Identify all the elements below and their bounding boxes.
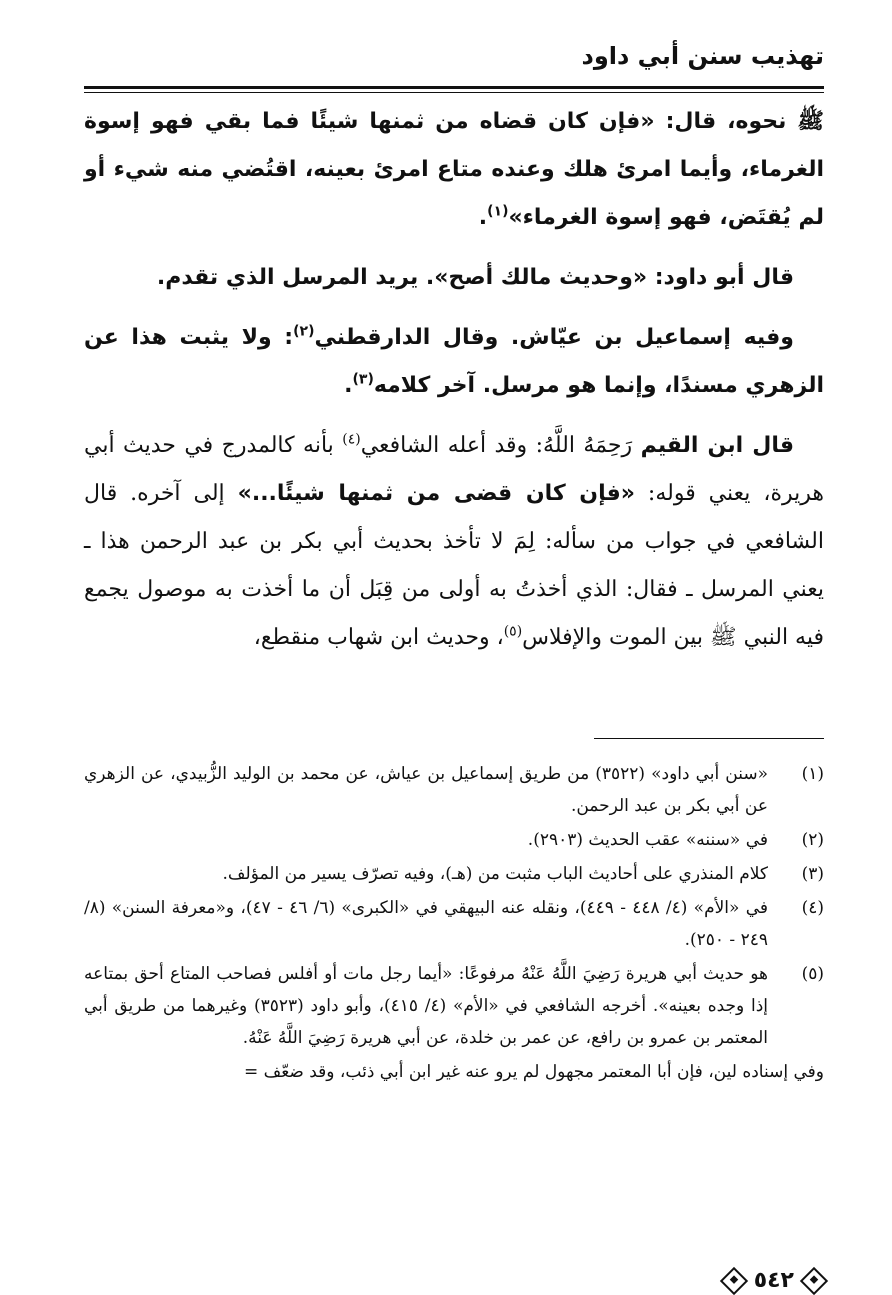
- ornament-icon: [800, 1266, 828, 1294]
- ornament-icon: [720, 1266, 748, 1294]
- footnote-ref-4[interactable]: (٤): [342, 431, 361, 448]
- footnote-continuation: وفي إسناده لين، فإن أبا المعتمر مجهول لم يرو عنه غير ابن أبي ذئب، وقد ضعّف =: [243, 1062, 824, 1082]
- running-header-title: تهذيب سنن أبي داود: [581, 42, 824, 70]
- page-number-text: ٥٤٢: [753, 1268, 794, 1293]
- footnote-ref-2[interactable]: (٢): [293, 323, 315, 340]
- footnote-5: (٥) هو حديث أبي هريرة رَضِيَ اللَّهُ عَنْهُ مرفوعًا: «أيما رجل مات أو أفلس فصاحب المتاع أحق بمتاعه إذا وجده بعينه». أخرجه الشافعي في «الأم» (٤/ ٤١٥)، وأبو داود (٣٥٢٣) وغيرهما من طريق أبي المعتمر بن عمرو بن رافع، عن عمر بن خلدة، عن أبي هريرة رَضِيَ اللَّهُ عَنْهُ.: [84, 964, 824, 1048]
- footnotes: [84, 758, 824, 1088]
- paragraph-4: قال ابن القيم رَحِمَهُ اللَّهُ: وقد أعله الشافعي$^{(٤)}$ بأنه كالمدرج في حديث أبي هريرة، يعني قوله: «فإن كان قضى من ثمنها شيئًا...» إلى آخره. قال الشافعي في جواب من سأله: لِمَ لا تأخذ بحديث أبي بكر بن عبد الرحمن هذا ـ يعني المرسل ـ فقال: الذي أخذتُ به أولى من قِبَل أن ما أخذت به موصول يجمع فيه النبي ﷺ بين الموت والإفلاس$^{(٥)}$، وحديث ابن شهاب منقطع،: [84, 431, 824, 650]
- main-text: [84, 98, 824, 662]
- footnote-separator: [594, 738, 824, 739]
- honorific: رَحِمَهُ اللَّهُ: [543, 433, 633, 458]
- footnote-ref-3[interactable]: (٣): [352, 371, 374, 388]
- header-rule-thin: [84, 92, 824, 93]
- paragraph-3: وفيه إسماعيل بن عيّاش. وقال الدارقطني$^{(٢)}$: ولا يثبت هذا عن الزهري مسندًا، وإنما هو مرسل. آخر كلامه$^{(٣)}$.: [84, 323, 824, 398]
- paragraph-2: قال أبو داود: «وحديث مالك أصح». يريد المرسل الذي تقدم.: [156, 265, 794, 290]
- footnote-ref-1[interactable]: (١): [487, 203, 509, 220]
- header-rule: [84, 86, 824, 89]
- footnote-ref-5[interactable]: (٥): [503, 623, 523, 640]
- page-number: [724, 1268, 824, 1293]
- footnote-4: (٤) في «الأم» (٤/ ٤٤٨ - ٤٤٩)، ونقله عنه البيهقي في «الكبرى» (٦/ ٤٦ - ٤٧)، و«معرفة السنن» (٨/ ٢٤٩ - ٢٥٠).: [84, 898, 824, 950]
- paragraph-1: ﷺ نحوه، قال: «فإن كان قضاه من ثمنها شيئًا فما بقي فهو إسوة الغرماء، وأيما امرئ هلك وعنده متاع امرئ بعينه، اقتُضي منه شيء أو لم يُقتَض، فهو إسوة الغرماء»$^{(١)}$.: [84, 109, 824, 230]
- footnote-1: (١) «سنن أبي داود» (٣٥٢٢) من طريق إسماعيل بن عياش، عن محمد بن الوليد الزُّبيدي، عن الزهري عن أبي بكر بن عبد الرحمن.: [84, 764, 824, 816]
- footnote-3: (٣) كلام المنذري على أحاديث الباب مثبت من (هـ)، وفيه تصرّف يسير من المؤلف.: [222, 864, 824, 884]
- hadith-quote: «فإن كان قضى من ثمنها شيئًا...»: [237, 481, 635, 506]
- footnote-2: (٢) في «سننه» عقب الحديث (٢٩٠٣).: [527, 830, 824, 850]
- author-label: قال ابن القيم: [640, 433, 795, 458]
